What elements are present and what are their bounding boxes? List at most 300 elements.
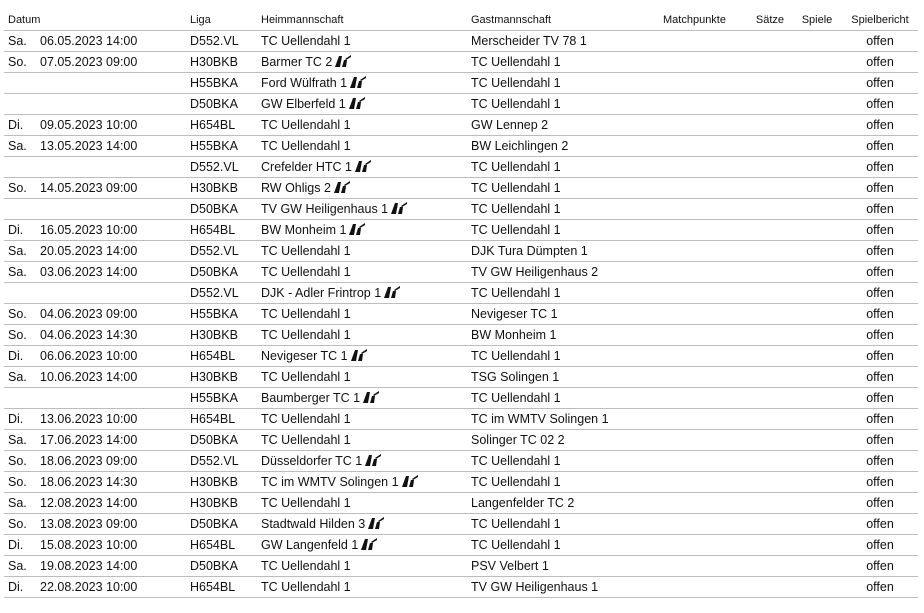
header-saetze[interactable]: Sätze — [748, 10, 792, 31]
heim-team[interactable]: TC Uellendahl 1 — [261, 412, 351, 426]
header-liga[interactable]: Liga — [190, 10, 261, 31]
gast-cell — [471, 556, 663, 577]
liga-cell: H654BL — [190, 535, 261, 556]
date-cell — [4, 52, 190, 73]
date-time: 06.05.2023 14:00 — [40, 34, 138, 48]
date-time: 20.05.2023 14:00 — [40, 244, 138, 258]
heim-cell — [261, 430, 471, 451]
spiele-cell — [792, 199, 842, 220]
saetze-cell — [748, 241, 792, 262]
date-time: 18.06.2023 09:00 — [40, 454, 138, 468]
gast-team[interactable]: TC Uellendahl 1 — [471, 538, 561, 552]
liga-cell: H654BL — [190, 346, 261, 367]
spiele-cell — [792, 94, 842, 115]
spielbericht-cell[interactable]: offen — [842, 430, 918, 451]
spiele-cell — [792, 115, 842, 136]
gast-team[interactable]: TC Uellendahl 1 — [471, 97, 561, 111]
matchpunkte-cell — [663, 262, 748, 283]
date-cell — [4, 136, 190, 157]
spielbericht-cell[interactable]: offen — [842, 409, 918, 430]
spiele-cell — [792, 346, 842, 367]
date-cell — [4, 409, 190, 430]
spielbericht-cell[interactable]: offen — [842, 178, 918, 199]
table-row[interactable] — [4, 31, 918, 52]
heim-team[interactable]: TC Uellendahl 1 — [261, 118, 351, 132]
gast-cell — [471, 220, 663, 241]
gast-team[interactable]: DJK Tura Dümpten 1 — [471, 244, 588, 258]
road-icon — [349, 76, 367, 88]
gast-team[interactable]: Nevigeser TC 1 — [471, 307, 558, 321]
liga-cell: D50BKA — [190, 514, 261, 535]
gast-cell — [471, 346, 663, 367]
gast-cell — [471, 409, 663, 430]
saetze-cell — [748, 514, 792, 535]
heim-cell — [261, 220, 471, 241]
heim-team[interactable]: TC Uellendahl 1 — [261, 433, 351, 447]
saetze-cell — [748, 493, 792, 514]
matchpunkte-cell — [663, 493, 748, 514]
date-time: 14.05.2023 09:00 — [40, 181, 138, 195]
heim-team[interactable]: RW Ohligs 2 — [261, 181, 331, 195]
weekday: So. — [8, 181, 27, 195]
heim-team[interactable]: TC im WMTV Solingen 1 — [261, 475, 399, 489]
gast-team[interactable]: TC Uellendahl 1 — [471, 55, 561, 69]
table-row[interactable] — [4, 178, 918, 199]
gast-team[interactable]: TC Uellendahl 1 — [471, 391, 561, 405]
date-cell — [4, 430, 190, 451]
heim-team[interactable]: BW Monheim 1 — [261, 223, 347, 237]
table-row[interactable] — [4, 514, 918, 535]
spielbericht-cell[interactable]: offen — [842, 367, 918, 388]
date-cell — [4, 178, 190, 199]
spiele-cell — [792, 262, 842, 283]
saetze-cell — [748, 325, 792, 346]
date-cell — [4, 199, 190, 220]
road-icon — [354, 160, 372, 172]
matchpunkte-cell — [663, 178, 748, 199]
saetze-cell — [748, 262, 792, 283]
heim-cell — [261, 472, 471, 493]
liga-cell: D50BKA — [190, 556, 261, 577]
heim-team[interactable]: TC Uellendahl 1 — [261, 307, 351, 321]
gast-team[interactable]: Solinger TC 02 2 — [471, 433, 565, 447]
date-cell — [4, 220, 190, 241]
table-row[interactable] — [4, 73, 918, 94]
road-icon — [367, 517, 385, 529]
saetze-cell — [748, 367, 792, 388]
weekday: So. — [8, 475, 27, 489]
date-time: 17.06.2023 14:00 — [40, 433, 138, 447]
spiele-cell — [792, 367, 842, 388]
heim-team[interactable]: TC Uellendahl 1 — [261, 34, 351, 48]
header-heimmannschaft[interactable]: Heimmannschaft — [261, 10, 471, 31]
weekday: So. — [8, 55, 27, 69]
table-row[interactable] — [4, 283, 918, 304]
heim-cell — [261, 388, 471, 409]
gast-team[interactable]: TV GW Heiligenhaus 1 — [471, 580, 599, 594]
heim-team[interactable]: TC Uellendahl 1 — [261, 265, 351, 279]
heim-cell — [261, 535, 471, 556]
table-row[interactable] — [4, 199, 918, 220]
date-cell — [4, 346, 190, 367]
table-row[interactable] — [4, 325, 918, 346]
spielbericht-cell[interactable]: offen — [842, 535, 918, 556]
gast-cell — [471, 472, 663, 493]
date-cell — [4, 535, 190, 556]
spielbericht-cell[interactable]: offen — [842, 136, 918, 157]
liga-cell: H30BKB — [190, 178, 261, 199]
matchpunkte-cell — [663, 304, 748, 325]
heim-cell — [261, 178, 471, 199]
liga-cell: H30BKB — [190, 325, 261, 346]
gast-cell — [471, 178, 663, 199]
spiele-cell — [792, 472, 842, 493]
liga-cell: H55BKA — [190, 136, 261, 157]
saetze-cell — [748, 388, 792, 409]
spielbericht-cell[interactable]: offen — [842, 388, 918, 409]
road-icon — [348, 223, 366, 235]
spielbericht-cell[interactable]: offen — [842, 262, 918, 283]
gast-cell — [471, 136, 663, 157]
gast-team[interactable]: TC Uellendahl 1 — [471, 160, 561, 174]
spiele-cell — [792, 514, 842, 535]
date-cell — [4, 157, 190, 178]
heim-team[interactable]: TC Uellendahl 1 — [261, 328, 351, 342]
spielbericht-cell[interactable]: offen — [842, 94, 918, 115]
gast-cell — [471, 115, 663, 136]
weekday: Sa. — [8, 559, 27, 573]
liga-cell: H654BL — [190, 220, 261, 241]
table-row[interactable] — [4, 430, 918, 451]
table-row[interactable] — [4, 136, 918, 157]
matchpunkte-cell — [663, 325, 748, 346]
saetze-cell — [748, 451, 792, 472]
table-row[interactable] — [4, 241, 918, 262]
heim-cell — [261, 514, 471, 535]
table-row[interactable] — [4, 304, 918, 325]
schedule-table — [4, 10, 918, 598]
heim-cell — [261, 199, 471, 220]
date-time: 07.05.2023 09:00 — [40, 55, 138, 69]
heim-team[interactable]: TV GW Heiligenhaus 1 — [261, 202, 389, 216]
header-datum[interactable]: Datum — [4, 10, 190, 31]
gast-cell — [471, 451, 663, 472]
spiele-cell — [792, 430, 842, 451]
spiele-cell — [792, 493, 842, 514]
table-row[interactable] — [4, 451, 918, 472]
matchpunkte-cell — [663, 535, 748, 556]
heim-team[interactable]: TC Uellendahl 1 — [261, 496, 351, 510]
date-cell — [4, 367, 190, 388]
heim-cell — [261, 556, 471, 577]
table-row[interactable] — [4, 262, 918, 283]
heim-team[interactable]: Düsseldorfer TC 1 — [261, 454, 363, 468]
table-row[interactable] — [4, 409, 918, 430]
gast-cell — [471, 241, 663, 262]
heim-team[interactable]: TC Uellendahl 1 — [261, 139, 351, 153]
gast-team[interactable]: PSV Velbert 1 — [471, 559, 549, 573]
road-icon — [390, 202, 408, 214]
date-cell — [4, 115, 190, 136]
heim-team[interactable]: TC Uellendahl 1 — [261, 580, 351, 594]
heim-cell — [261, 115, 471, 136]
matchpunkte-cell — [663, 472, 748, 493]
table-row[interactable] — [4, 472, 918, 493]
gast-team[interactable]: TC Uellendahl 1 — [471, 349, 561, 363]
spielbericht-cell[interactable]: offen — [842, 346, 918, 367]
heim-cell — [261, 493, 471, 514]
liga-cell: H654BL — [190, 409, 261, 430]
gast-team[interactable]: TC Uellendahl 1 — [471, 202, 561, 216]
matchpunkte-cell — [663, 451, 748, 472]
spielbericht-cell[interactable]: offen — [842, 493, 918, 514]
spielbericht-cell[interactable]: offen — [842, 73, 918, 94]
liga-cell: H55BKA — [190, 388, 261, 409]
date-cell — [4, 94, 190, 115]
weekday: Sa. — [8, 265, 27, 279]
heim-cell — [261, 157, 471, 178]
saetze-cell — [748, 157, 792, 178]
heim-team[interactable]: Crefelder HTC 1 — [261, 160, 352, 174]
road-icon — [350, 349, 368, 361]
gast-team[interactable]: TC Uellendahl 1 — [471, 475, 561, 489]
spiele-cell — [792, 409, 842, 430]
date-time: 09.05.2023 10:00 — [40, 118, 138, 132]
gast-team[interactable]: TC Uellendahl 1 — [471, 454, 561, 468]
weekday: Sa. — [8, 370, 27, 384]
heim-cell — [261, 325, 471, 346]
liga-cell: D50BKA — [190, 262, 261, 283]
matchpunkte-cell — [663, 430, 748, 451]
liga-cell: D50BKA — [190, 199, 261, 220]
date-time: 12.08.2023 14:00 — [40, 496, 138, 510]
table-row[interactable] — [4, 493, 918, 514]
weekday: Sa. — [8, 34, 27, 48]
gast-cell — [471, 304, 663, 325]
spielbericht-cell[interactable]: offen — [842, 52, 918, 73]
spiele-cell — [792, 73, 842, 94]
table-row[interactable] — [4, 115, 918, 136]
heim-cell — [261, 73, 471, 94]
header-gastmannschaft[interactable]: Gastmannschaft — [471, 10, 663, 31]
weekday: Di. — [8, 223, 24, 237]
matchpunkte-cell — [663, 220, 748, 241]
spielbericht-cell[interactable]: offen — [842, 220, 918, 241]
date-cell — [4, 472, 190, 493]
road-icon — [348, 97, 366, 109]
road-icon — [401, 475, 419, 487]
heim-team[interactable]: TC Uellendahl 1 — [261, 559, 351, 573]
heim-team[interactable]: Barmer TC 2 — [261, 55, 333, 69]
saetze-cell — [748, 472, 792, 493]
weekday: So. — [8, 517, 27, 531]
header-spielbericht[interactable]: Spielbericht — [842, 10, 918, 31]
gast-team[interactable]: TSG Solingen 1 — [471, 370, 560, 384]
gast-cell — [471, 388, 663, 409]
gast-cell — [471, 199, 663, 220]
matchpunkte-cell — [663, 199, 748, 220]
liga-cell: D50BKA — [190, 94, 261, 115]
table-row[interactable] — [4, 367, 918, 388]
spiele-cell — [792, 325, 842, 346]
heim-cell — [261, 94, 471, 115]
spielbericht-cell[interactable]: offen — [842, 31, 918, 52]
gast-team[interactable]: TC im WMTV Solingen 1 — [471, 412, 609, 426]
heim-cell — [261, 241, 471, 262]
date-time: 10.06.2023 14:00 — [40, 370, 138, 384]
spiele-cell — [792, 283, 842, 304]
gast-team[interactable]: Merscheider TV 78 1 — [471, 34, 587, 48]
table-row[interactable] — [4, 577, 918, 598]
gast-team[interactable]: TC Uellendahl 1 — [471, 517, 561, 531]
gast-team[interactable]: TC Uellendahl 1 — [471, 223, 561, 237]
date-cell — [4, 262, 190, 283]
spiele-cell — [792, 535, 842, 556]
road-icon — [383, 286, 401, 298]
spiele-cell — [792, 178, 842, 199]
gast-team[interactable]: BW Monheim 1 — [471, 328, 557, 342]
matchpunkte-cell — [663, 136, 748, 157]
gast-team[interactable]: TV GW Heiligenhaus 2 — [471, 265, 599, 279]
liga-cell: H30BKB — [190, 367, 261, 388]
spielbericht-cell[interactable]: offen — [842, 304, 918, 325]
gast-cell — [471, 493, 663, 514]
matchpunkte-cell — [663, 514, 748, 535]
weekday: Sa. — [8, 244, 27, 258]
matchpunkte-cell — [663, 577, 748, 598]
spielbericht-cell[interactable]: offen — [842, 514, 918, 535]
heim-cell — [261, 346, 471, 367]
heim-cell — [261, 451, 471, 472]
table-row[interactable] — [4, 52, 918, 73]
gast-cell — [471, 157, 663, 178]
liga-cell: D552.VL — [190, 283, 261, 304]
table-row[interactable] — [4, 94, 918, 115]
date-time: 13.06.2023 10:00 — [40, 412, 138, 426]
liga-cell: H654BL — [190, 115, 261, 136]
date-time: 04.06.2023 09:00 — [40, 307, 138, 321]
table-row[interactable] — [4, 388, 918, 409]
table-row[interactable] — [4, 220, 918, 241]
weekday: Di. — [8, 349, 24, 363]
saetze-cell — [748, 535, 792, 556]
spielbericht-cell[interactable]: offen — [842, 451, 918, 472]
table-row[interactable] — [4, 556, 918, 577]
spielbericht-cell[interactable]: offen — [842, 283, 918, 304]
spiele-cell — [792, 388, 842, 409]
spielbericht-cell[interactable]: offen — [842, 325, 918, 346]
weekday: So. — [8, 307, 27, 321]
gast-team[interactable]: TC Uellendahl 1 — [471, 76, 561, 90]
road-icon — [334, 55, 352, 67]
table-row[interactable] — [4, 157, 918, 178]
heim-team[interactable]: TC Uellendahl 1 — [261, 244, 351, 258]
matchpunkte-cell — [663, 388, 748, 409]
gast-cell — [471, 73, 663, 94]
saetze-cell — [748, 577, 792, 598]
saetze-cell — [748, 199, 792, 220]
gast-team[interactable]: TC Uellendahl 1 — [471, 286, 561, 300]
gast-team[interactable]: Langenfelder TC 2 — [471, 496, 575, 510]
heim-team[interactable]: GW Elberfeld 1 — [261, 97, 346, 111]
date-cell — [4, 577, 190, 598]
saetze-cell — [748, 556, 792, 577]
spielbericht-cell[interactable]: offen — [842, 199, 918, 220]
saetze-cell — [748, 52, 792, 73]
gast-cell — [471, 430, 663, 451]
heim-cell — [261, 304, 471, 325]
heim-cell — [261, 283, 471, 304]
gast-cell — [471, 31, 663, 52]
spiele-cell — [792, 31, 842, 52]
spielbericht-cell[interactable]: offen — [842, 472, 918, 493]
spielbericht-cell[interactable]: offen — [842, 115, 918, 136]
matchpunkte-cell — [663, 556, 748, 577]
matchpunkte-cell — [663, 283, 748, 304]
gast-cell — [471, 577, 663, 598]
gast-team[interactable]: TC Uellendahl 1 — [471, 181, 561, 195]
saetze-cell — [748, 283, 792, 304]
date-cell — [4, 241, 190, 262]
saetze-cell — [748, 31, 792, 52]
gast-cell — [471, 367, 663, 388]
matchpunkte-cell — [663, 346, 748, 367]
liga-cell: H55BKA — [190, 73, 261, 94]
spielbericht-cell[interactable]: offen — [842, 577, 918, 598]
liga-cell: D552.VL — [190, 157, 261, 178]
date-time: 15.08.2023 10:00 — [40, 538, 138, 552]
heim-team[interactable]: TC Uellendahl 1 — [261, 370, 351, 384]
spielbericht-cell[interactable]: offen — [842, 157, 918, 178]
heim-team[interactable]: GW Langenfeld 1 — [261, 538, 359, 552]
heim-team[interactable]: Nevigeser TC 1 — [261, 349, 348, 363]
gast-cell — [471, 94, 663, 115]
weekday: So. — [8, 454, 27, 468]
spiele-cell — [792, 136, 842, 157]
gast-team[interactable]: BW Leichlingen 2 — [471, 139, 569, 153]
date-time: 13.08.2023 09:00 — [40, 517, 138, 531]
liga-cell: H30BKB — [190, 472, 261, 493]
matchpunkte-cell — [663, 31, 748, 52]
date-cell — [4, 283, 190, 304]
date-cell — [4, 31, 190, 52]
table-row[interactable] — [4, 535, 918, 556]
heim-cell — [261, 577, 471, 598]
heim-team[interactable]: Ford Wülfrath 1 — [261, 76, 348, 90]
gast-cell — [471, 52, 663, 73]
date-cell — [4, 493, 190, 514]
matchpunkte-cell — [663, 367, 748, 388]
table-row[interactable] — [4, 346, 918, 367]
gast-team[interactable]: GW Lennep 2 — [471, 118, 549, 132]
liga-cell: D552.VL — [190, 31, 261, 52]
heim-team[interactable]: Stadtwald Hilden 3 — [261, 517, 366, 531]
date-time: 19.08.2023 14:00 — [40, 559, 138, 573]
weekday: Di. — [8, 118, 24, 132]
matchpunkte-cell — [663, 73, 748, 94]
spielbericht-cell[interactable]: offen — [842, 241, 918, 262]
header-spiele[interactable]: Spiele — [792, 10, 842, 31]
date-cell — [4, 451, 190, 472]
header-matchpunkte[interactable]: Matchpunkte — [663, 10, 748, 31]
date-cell — [4, 304, 190, 325]
heim-team[interactable]: DJK - Adler Frintrop 1 — [261, 286, 382, 300]
spielbericht-cell[interactable]: offen — [842, 556, 918, 577]
road-icon — [333, 181, 351, 193]
spiele-cell — [792, 220, 842, 241]
matchpunkte-cell — [663, 157, 748, 178]
heim-team[interactable]: Baumberger TC 1 — [261, 391, 361, 405]
